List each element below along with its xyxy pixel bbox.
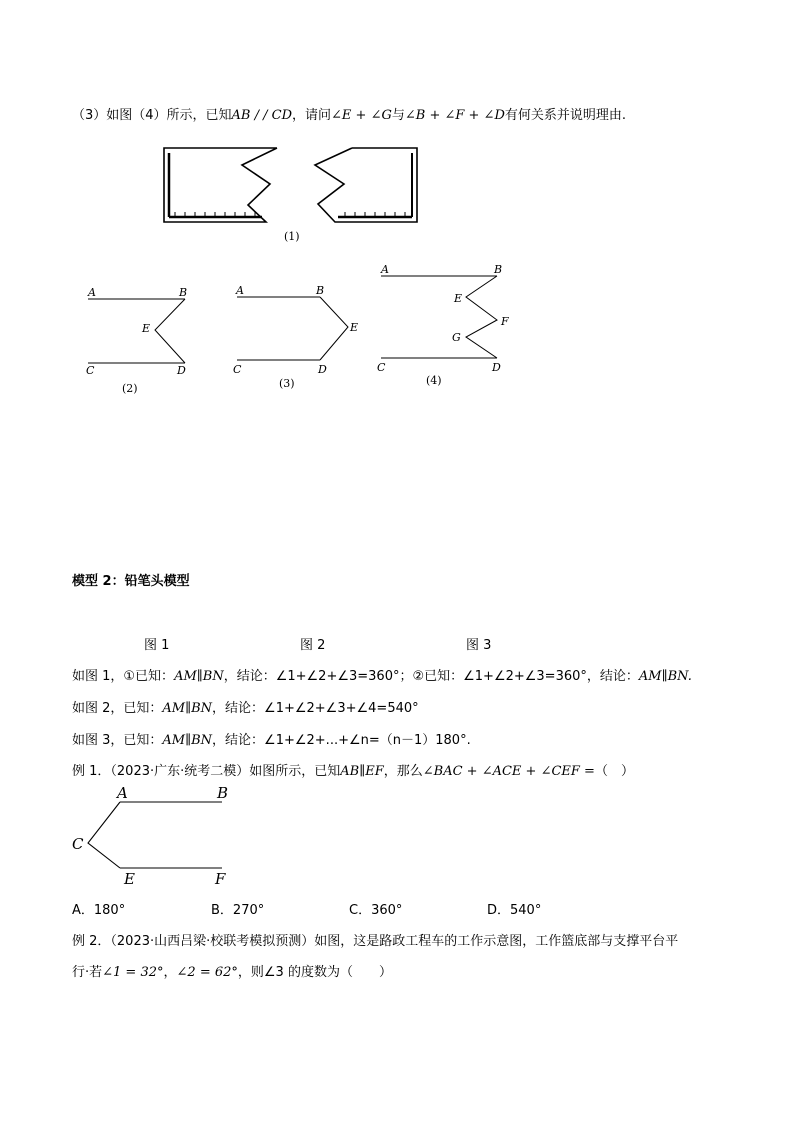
fig3-caption: (3): [279, 377, 295, 390]
figure-3: [237, 297, 348, 360]
fig3-label-a: A: [236, 284, 244, 297]
ex1-option-b[interactable]: B．270°: [211, 903, 265, 918]
fig3-label-c: C: [233, 363, 242, 376]
example-2-line-1: 例 2．（2023·山西吕梁·校联考模拟预测）如图，这是路政工程车的工作示意图，工作篮底部与支撑平台平: [72, 934, 679, 949]
fig1-right-piece: [315, 148, 417, 222]
example-2-line-2: 行·若∠1 = 32°，∠2 = 62°，则∠3 的度数为（ ）: [72, 965, 392, 980]
ex1-label-c: C: [72, 835, 84, 853]
fig4-label-e: E: [454, 292, 463, 305]
q3-condition: AB / / CD: [231, 108, 293, 123]
fig4-caption: (4): [426, 374, 442, 387]
fig4-label-d: D: [492, 361, 501, 374]
model2-line-1: 如图 1，①已知：AM∥BN，结论：∠1+∠2+∠3=360°；②已知：∠1+∠2+∠3=360°，结论：AM∥BN.: [72, 669, 692, 684]
fig3-label-d: D: [318, 363, 327, 376]
model-2-heading: 模型 2：铅笔头模型: [72, 574, 190, 589]
model2-fig-label-2: 图 2: [300, 638, 326, 653]
fig4-label-g: G: [452, 331, 461, 344]
ex1-option-c[interactable]: C．360°: [349, 903, 403, 918]
example-1-figure: [88, 802, 222, 868]
fig4-label-a: A: [381, 263, 389, 276]
q3-suffix: 有何关系并说明理由.: [504, 108, 627, 123]
fig4-label-b: B: [494, 263, 503, 276]
fig1-caption: (1): [284, 230, 300, 243]
ex1-label-b: B: [217, 784, 229, 802]
fig4-label-c: C: [377, 361, 386, 374]
fig2-label-c: C: [86, 364, 95, 377]
ex1-label-e: E: [124, 870, 135, 888]
figure-1-torn-paper: [164, 148, 417, 222]
fig2-label-a: A: [88, 286, 96, 299]
figure-4: [381, 276, 497, 358]
fig3-label-b: B: [316, 284, 325, 297]
model2-line-2: 如图 2，已知：AM∥BN，结论：∠1+∠2+∠3+∠4=540°: [72, 701, 419, 716]
ex1-label-f: F: [215, 870, 226, 888]
fig2-label-e: E: [142, 322, 151, 335]
model2-fig-label-3: 图 3: [466, 638, 492, 653]
fig1-left-piece: [164, 148, 277, 222]
model2-fig-label-1: 图 1: [144, 638, 170, 653]
fig2-caption: (2): [122, 382, 138, 395]
figure-2: [88, 299, 185, 363]
example-1-question: 例 1．（2023·广东·统考二模）如图所示，已知AB∥EF，那么∠BAC + ∠ACE + ∠CEF =（ ）: [72, 764, 634, 779]
fig3-label-e: E: [350, 321, 359, 334]
ex1-label-a: A: [117, 784, 128, 802]
q3-expression-2: ∠B + ∠F + ∠D: [404, 108, 505, 123]
q3-mid: ，请问: [292, 108, 332, 123]
q3-expression-1: ∠E + ∠G: [331, 108, 392, 123]
ex1-option-a[interactable]: A．180°: [72, 903, 126, 918]
fig2-label-b: B: [179, 286, 188, 299]
q3-mid-2: 与: [391, 108, 405, 123]
fig2-label-d: D: [177, 364, 186, 377]
ex1-option-d[interactable]: D．540°: [487, 903, 542, 918]
fig4-label-f: F: [501, 315, 509, 328]
model2-line-3: 如图 3，已知：AM∥BN，结论：∠1+∠2+...+∠n=（n－1）180°.: [72, 733, 471, 748]
q3-prefix: （3）如图（4）所示，已知: [72, 108, 232, 123]
